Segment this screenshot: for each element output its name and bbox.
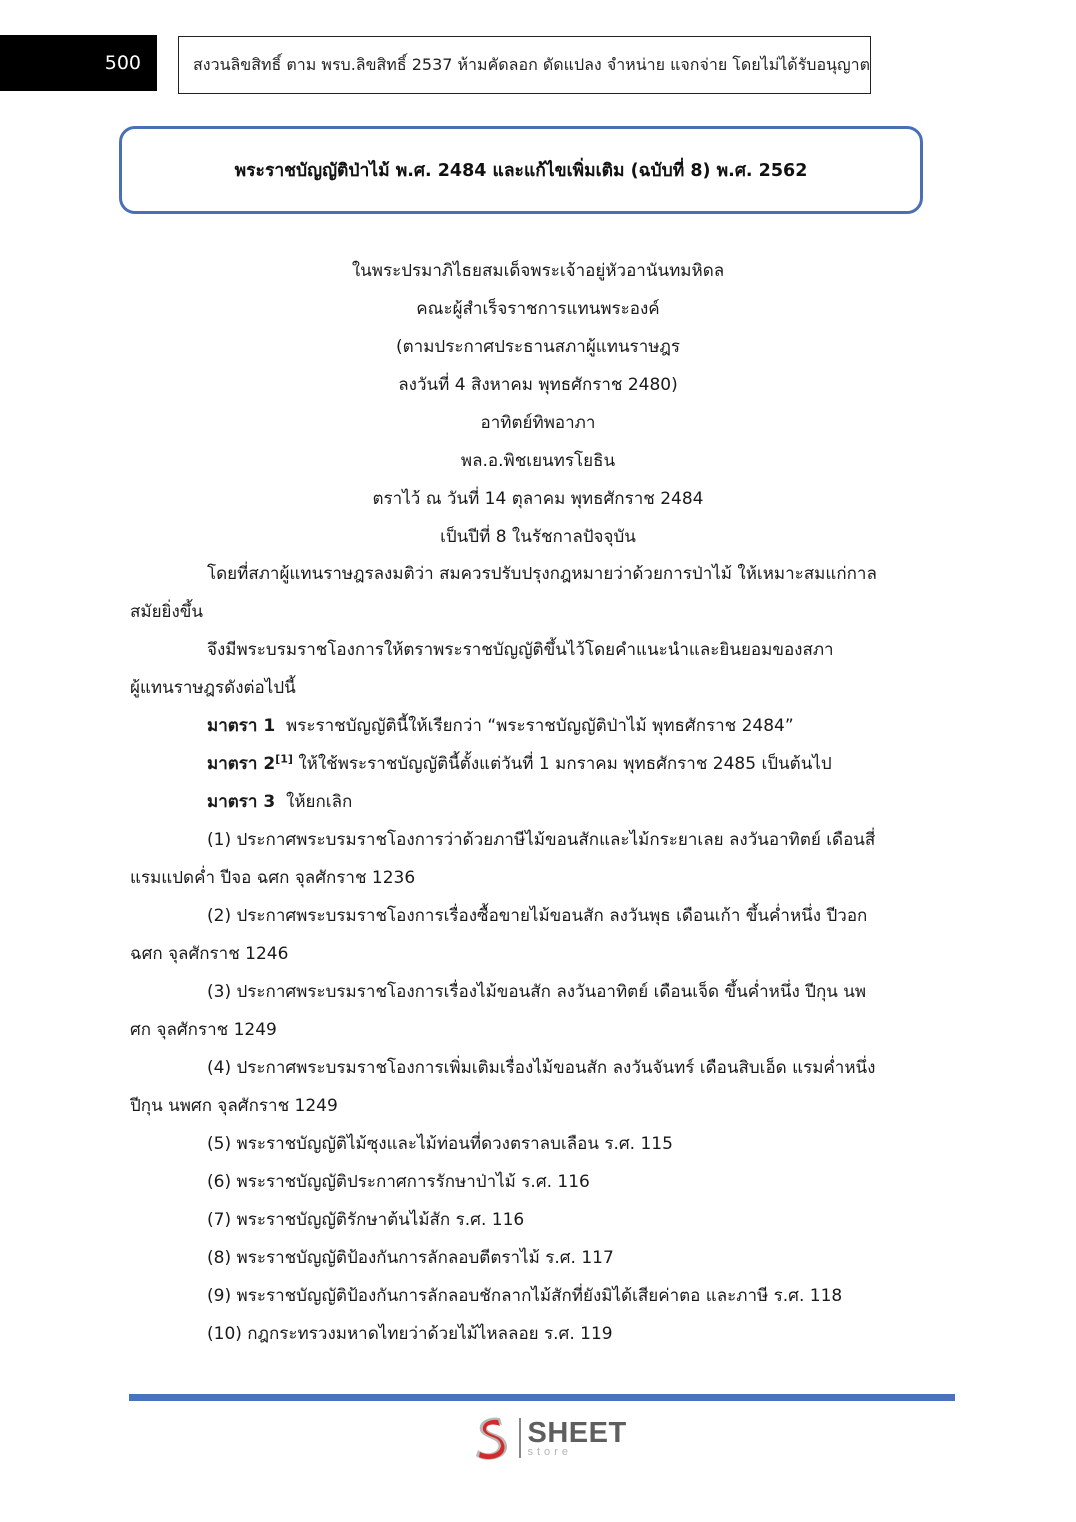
section-2 bbox=[130, 745, 915, 783]
repealed-item-line: (6) พระราชบัญญัติประกาศการรักษาป่าไม้ ร.ศ. 116 bbox=[207, 1172, 590, 1192]
repealed-item-line: (3) ประกาศพระบรมราชโองการเรื่องไม้ขอนสัก ลงวันอาทิตย์ เดือนเจ็ด ขึ้นค่ำหนึ่ง ปีกุน นพ bbox=[207, 982, 867, 1002]
repealed-item-line: ศก จุลศักราช 1249 bbox=[130, 1020, 277, 1040]
repealed-item-line: ปีกุน นพศก จุลศักราช 1249 bbox=[130, 1096, 338, 1116]
repealed-item-line: (2) ประกาศพระบรมราชโองการเรื่องซื้อขายไม้ขอนสัก ลงวันพุธ เดือนเก้า ขึ้นค่ำหนึ่ง ปีวอก bbox=[207, 906, 868, 926]
copyright-text: สงวนลิขสิทธิ์ ตาม พรบ.ลิขสิทธิ์ 2537 ห้ามคัดลอก ดัดแปลง จำหน่าย แจกจ่าย โดยไม่ได้รับอนุญาต bbox=[193, 54, 870, 74]
section-3 bbox=[130, 783, 915, 821]
preamble-line: (ตามประกาศประธานสภาผู้แทนราษฎร bbox=[395, 337, 680, 357]
preamble-line: ลงวันที่ 4 สิงหาคม พุทธศักราช 2480) bbox=[398, 375, 678, 395]
repealed-item-line: (9) พระราชบัญญัติป้องกันการลักลอบชักลากไม้สักที่ยังมิได้เสียค่าตอ และภาษี ร.ศ. 118 bbox=[207, 1286, 843, 1306]
repealed-item-line: (1) ประกาศพระบรมราชโองการว่าด้วยภาษีไม้ขอนสักและไม้กระยาเลย ลงวันอาทิตย์ เดือนสี่ bbox=[207, 830, 876, 850]
logo-title: SHEET bbox=[527, 1416, 627, 1449]
section-label: มาตรา 2 bbox=[207, 754, 276, 774]
logo-subtitle: store bbox=[527, 1445, 572, 1458]
copyright-notice bbox=[178, 36, 871, 94]
preamble-line: เป็นปีที่ 8 ในรัชกาลปัจจุบัน bbox=[440, 527, 636, 547]
repealed-item-line: (5) พระราชบัญญัติไม้ซุงและไม้ท่อนที่ดวงตราลบเลือน ร.ศ. 115 bbox=[207, 1134, 673, 1154]
royal-preamble bbox=[0, 252, 1076, 556]
repealed-item-line: (8) พระราชบัญญัติป้องกันการลักลอบตีตราไม้ ร.ศ. 117 bbox=[207, 1248, 614, 1268]
paragraph-line: จึงมีพระบรมราชโองการให้ตราพระราชบัญญัติขึ้นไว้โดยคำแนะนำและยินยอมของสภา bbox=[207, 640, 834, 660]
preamble-line: อาทิตย์ทิพอาภา bbox=[480, 413, 596, 433]
logo-wordmark bbox=[527, 1416, 627, 1458]
repealed-item-line: (10) กฎกระทรวงมหาดไทยว่าด้วยไม้ไหลลอย ร.ศ. 119 bbox=[207, 1324, 613, 1344]
section-label: มาตรา 1 bbox=[207, 716, 276, 736]
sheet-store-logo bbox=[470, 1413, 627, 1463]
repealed-item-line: (4) ประกาศพระบรมราชโองการเพิ่มเติมเรื่องไม้ขอนสัก ลงวันจันทร์ เดือนสิบเอ็ด แรมค่ำหนึ่ง bbox=[207, 1058, 876, 1078]
repealed-item-line: ฉศก จุลศักราช 1246 bbox=[130, 944, 289, 964]
document-title: พระราชบัญญัติป่าไม้ พ.ศ. 2484 และแก้ไขเพิ่มเติม (ฉบับที่ 8) พ.ศ. 2562 bbox=[234, 161, 808, 181]
section-text: ให้ยกเลิก bbox=[286, 792, 353, 812]
preamble-line: ในพระปรมาภิไธยสมเด็จพระเจ้าอยู่หัวอานันทมหิดล bbox=[351, 261, 725, 281]
footnote-ref[interactable]: [1] bbox=[275, 752, 293, 766]
section-text: พระราชบัญญัตินี้ให้เรียกว่า “พระราชบัญญัติป่าไม้ พุทธศักราช 2484” bbox=[286, 716, 794, 736]
preamble-line: คณะผู้สำเร็จราชการแทนพระองค์ bbox=[416, 299, 660, 319]
section-text: ให้ใช้พระราชบัญญัตินี้ตั้งแต่วันที่ 1 มกราคม พุทธศักราช 2485 เป็นต้นไป bbox=[298, 754, 832, 774]
document-title-box bbox=[119, 126, 923, 214]
paragraph-line: สมัยยิ่งขึ้น bbox=[130, 602, 204, 622]
preamble-line: พล.อ.พิชเยนทรโยธิน bbox=[460, 451, 616, 471]
repealed-item-line: (7) พระราชบัญญัติรักษาต้นไม้สัก ร.ศ. 116 bbox=[207, 1210, 525, 1230]
footer-divider bbox=[129, 1394, 955, 1401]
section-label: มาตรา 3 bbox=[207, 792, 276, 812]
repealed-item-line: แรมแปดค่ำ ปีจอ ฉศก จุลศักราช 1236 bbox=[130, 868, 416, 888]
document-body bbox=[130, 555, 915, 1353]
paragraph-line: โดยที่สภาผู้แทนราษฎรลงมติว่า สมควรปรับปรุงกฎหมายว่าด้วยการป่าไม้ ให้เหมาะสมแก่กาล bbox=[207, 564, 877, 584]
paragraph-line: ผู้แทนราษฎรดังต่อไปนี้ bbox=[130, 678, 296, 698]
page-number-text: 500 bbox=[104, 52, 141, 74]
page-number bbox=[0, 35, 157, 91]
sheet-store-s-icon bbox=[470, 1414, 514, 1462]
logo-separator bbox=[519, 1418, 521, 1458]
preamble-line: ตราไว้ ณ วันที่ 14 ตุลาคม พุทธศักราช 2484 bbox=[372, 489, 704, 509]
section-1 bbox=[130, 707, 915, 745]
